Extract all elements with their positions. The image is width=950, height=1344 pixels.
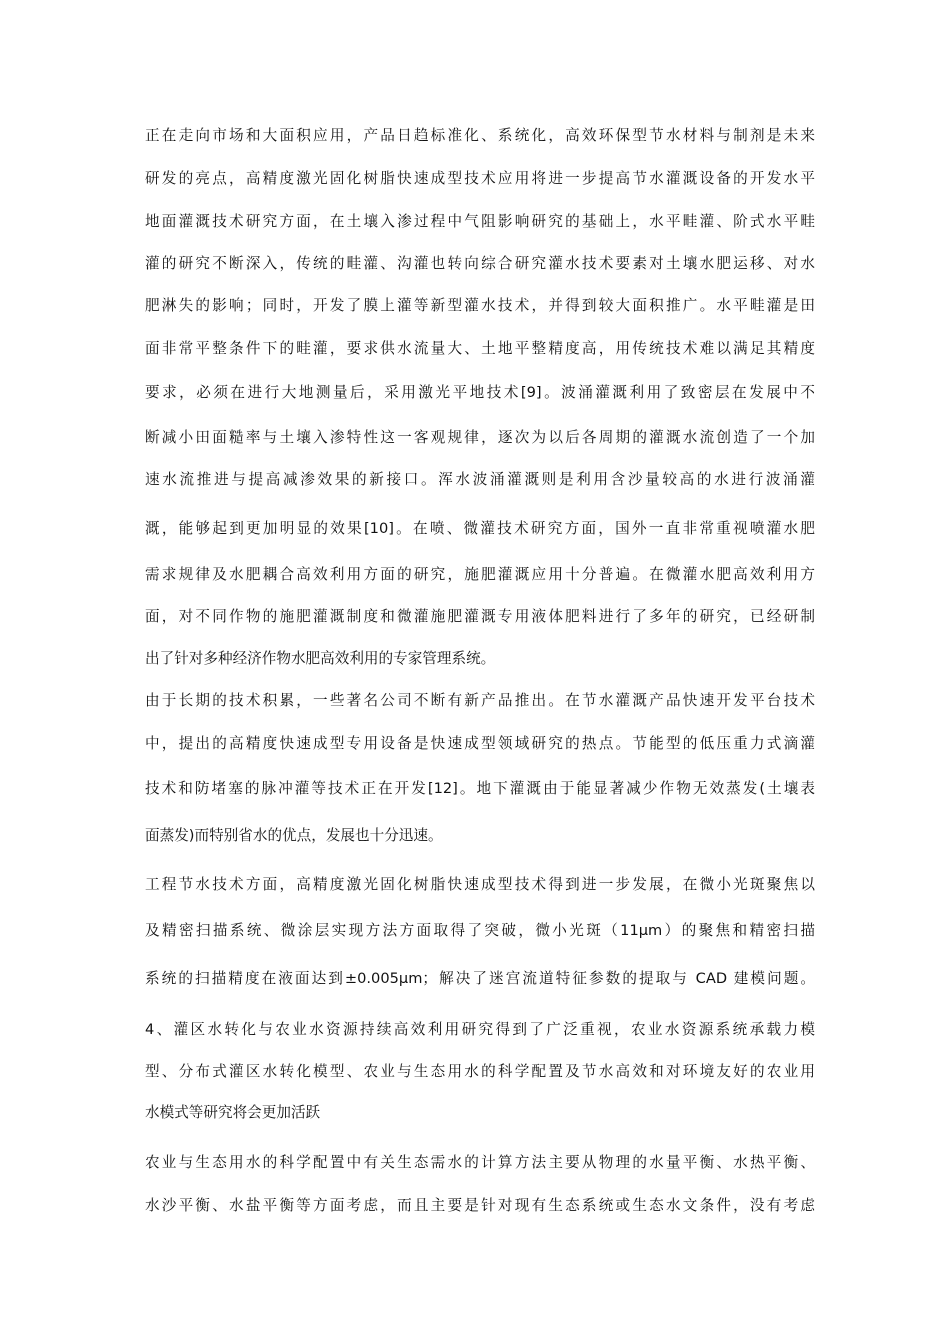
text-line: 断减小田面糙率与土壤入渗特性这一客观规律，逐次为以后各周期的灌溉水流创造了一个加: [145, 429, 815, 446]
text-line: 型、分布式灌区水转化模型、农业与生态用水的科学配置及节水高效和对环境友好的农业用: [145, 1063, 815, 1080]
text-line: 4、灌区水转化与农业水资源持续高效利用研究得到了广泛重视，农业水资源系统承载力模: [145, 1021, 815, 1038]
text-line: 溉，能够起到更加明显的效果[10]。在喷、微灌技术研究方面，国外一直非常重视喷灌水肥: [145, 520, 815, 537]
text-line: 面蒸发)而特别省水的优点，发展也十分迅速。: [145, 827, 443, 844]
text-line: 农业与生态用水的科学配置中有关生态需水的计算方法主要从物理的水量平衡、水热平衡、: [145, 1154, 815, 1171]
text-line: 速水流推进与提高减渗效果的新接口。浑水波涌灌溉则是利用含沙量较高的水进行波涌灌: [145, 471, 815, 488]
text-line: 灌的研究不断深入，传统的畦灌、沟灌也转向综合研究灌水技术要素对土壤水肥运移、对水: [145, 255, 815, 272]
text-line: 需求规律及水肥耦合高效利用方面的研究，施肥灌溉应用十分普遍。在微灌水肥高效利用方: [145, 566, 815, 583]
text-line: 及精密扫描系统、微涂层实现方法方面取得了突破，微小光斑（11μm）的聚焦和精密扫描: [145, 922, 815, 939]
text-line: 正在走向市场和大面积应用，产品日趋标准化、系统化，高效环保型节水材料与制剂是未来: [145, 127, 815, 144]
text-line: 水模式等研究将会更加活跃: [145, 1104, 321, 1121]
text-line: 技术和防堵塞的脉冲灌等技术正在开发[12]。地下灌溉由于能显著减少作物无效蒸发(土壤表: [145, 780, 815, 797]
text-line: 中，提出的高精度快速成型专用设备是快速成型领域研究的热点。节能型的低压重力式滴灌: [145, 735, 815, 752]
text-line: 由于长期的技术积累，一些著名公司不断有新产品推出。在节水灌溉产品快速开发平台技术: [145, 692, 815, 709]
text-line: 水沙平衡、水盐平衡等方面考虑，而且主要是针对现有生态系统或生态水文条件，没有考虑: [145, 1197, 815, 1214]
text-line: 要求，必须在进行大地测量后，采用激光平地技术[9]。波涌灌溉利用了致密层在发展中不: [145, 384, 815, 401]
text-line: 地面灌溉技术研究方面，在土壤入渗过程中气阻影响研究的基础上，水平畦灌、阶式水平畦: [145, 213, 815, 230]
text-line: 面非常平整条件下的畦灌，要求供水流量大、土地平整精度高，用传统技术难以满足其精度: [145, 340, 815, 357]
text-line: 工程节水技术方面，高精度激光固化树脂快速成型技术得到进一步发展，在微小光斑聚焦以: [145, 876, 815, 893]
text-line: 肥淋失的影响；同时，开发了膜上灌等新型灌水技术，并得到较大面积推广。水平畦灌是田: [145, 297, 815, 314]
text-line: 研发的亮点，高精度激光固化树脂快速成型技术应用将进一步提高节水灌溉设备的开发水平: [145, 170, 815, 187]
text-line: 出了针对多种经济作物水肥高效利用的专家管理系统。: [145, 650, 496, 667]
text-line: 系统的扫描精度在液面达到±0.005μm；解决了迷宫流道特征参数的提取与 CAD 建模问题。: [145, 970, 815, 987]
text-line: 面，对不同作物的施肥灌溉制度和微灌施肥灌溉专用液体肥料进行了多年的研究，已经研制: [145, 608, 815, 625]
